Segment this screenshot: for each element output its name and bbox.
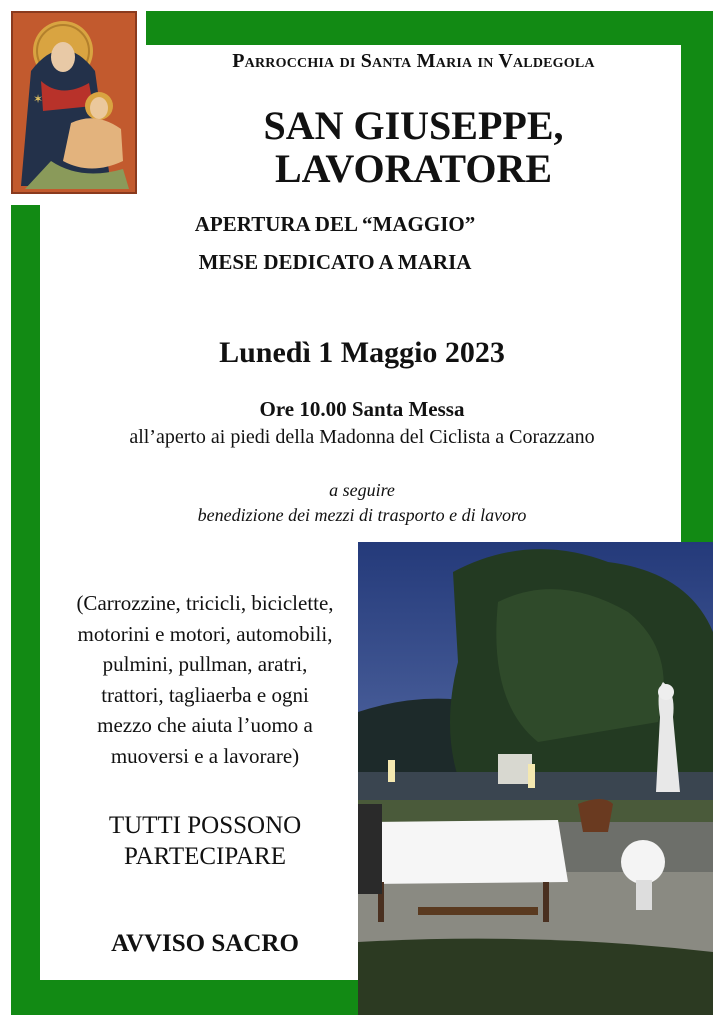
altar-photo	[358, 542, 713, 1015]
everyone-line: PARTECIPARE	[124, 843, 286, 870]
mass-place: all’aperto ai piedi della Madonna del Ciclista a Corazzano	[129, 426, 595, 448]
vehicles-line: motorini e motori, automobili,	[77, 621, 333, 646]
subtitle-month: MESE DEDICATO A MARIA	[198, 250, 472, 274]
svg-text:✶: ✶	[33, 92, 44, 106]
vehicles-line: muoversi e a lavorare)	[110, 743, 300, 768]
vehicles-line: (Carrozzine, tricicli, biciclette,	[76, 591, 334, 615]
event-date: Lunedì 1 Maggio 2023	[219, 336, 505, 369]
sacred-notice: AVVISO SACRO	[111, 930, 299, 957]
page-title: SAN GIUSEPPE, LAVORATORE	[263, 103, 564, 191]
blessing-text: benedizione dei mezzi di trasporto e di lavoro	[197, 505, 527, 525]
vehicles-line: trattori, tagliaerba e ogni	[101, 682, 309, 707]
subtitle-opening: APERTURA DEL “MAGGIO”	[194, 212, 476, 236]
mass-time: Ore 10.00 Santa Messa	[259, 397, 465, 421]
everyone-line: TUTTI POSSONO	[108, 812, 302, 839]
vehicles-line: mezzo che aiuta l’uomo a	[97, 713, 313, 737]
madonna-icon-painting	[11, 11, 137, 194]
everyone-invited	[40, 810, 370, 872]
follow-text: a seguire	[329, 480, 395, 500]
parish-name: Parrocchia di Santa Maria in Valdegola	[232, 50, 595, 72]
vehicles-line: pulmini, pullman, aratri,	[102, 652, 308, 676]
vehicles-list	[40, 588, 370, 771]
